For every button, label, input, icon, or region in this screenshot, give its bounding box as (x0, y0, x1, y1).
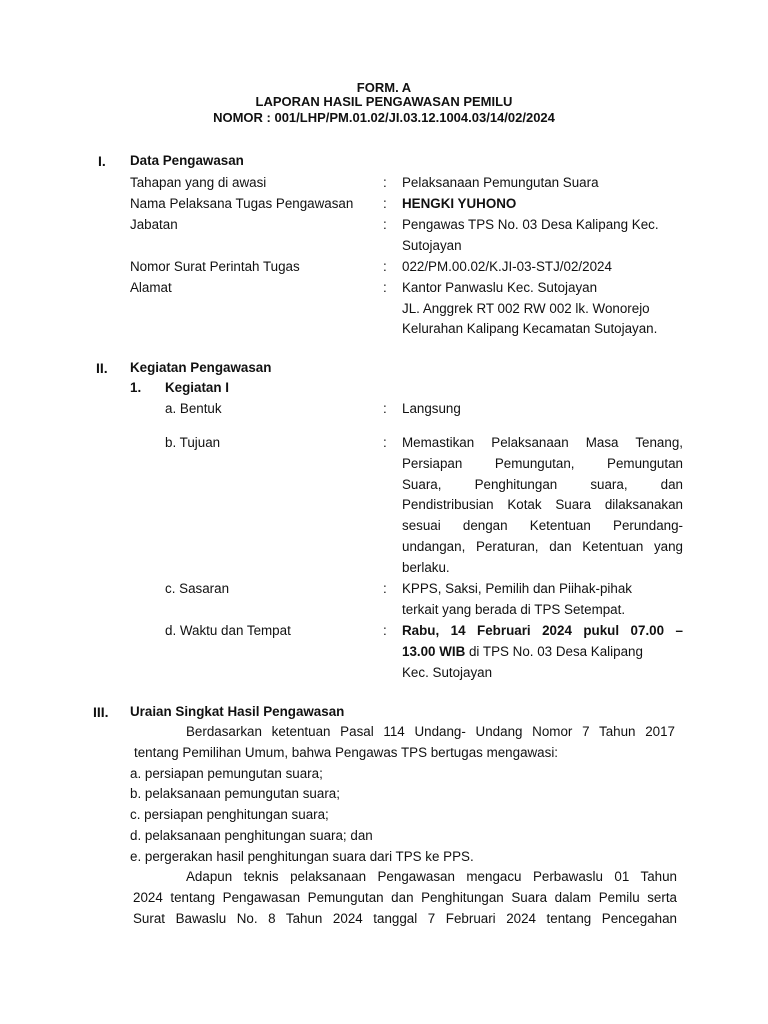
activity-number: 1. (130, 380, 142, 395)
paragraph-line: tentang Pemilihan Umum, bahwa Pengawas TPS bertugas mengawasi: (134, 745, 559, 760)
row-value-continued: Sutojayan (402, 238, 462, 253)
row-colon: : (383, 280, 387, 295)
paragraph-line: 2024 tentang Pengawasan Pemungutan dan Penghitungan Suara dalam Pemilu serta (133, 890, 677, 905)
row-value-continued: JL. Anggrek RT 002 RW 002 lk. Wonorejo (402, 301, 650, 316)
waktu-colon: : (383, 623, 387, 638)
row-label: Nama Pelaksana Tugas Pengawasan (130, 196, 354, 211)
section-1-numeral: I. (98, 153, 106, 169)
tujuan-line: Memastikan Pelaksanaan Masa Tenang, (402, 435, 683, 450)
row-colon: : (383, 259, 387, 274)
row-value: 022/PM.00.02/K.JI-03-STJ/02/2024 (402, 259, 612, 274)
section-2-heading: Kegiatan Pengawasan (130, 360, 272, 375)
row-label: Alamat (130, 280, 172, 295)
activity-title: Kegiatan I (165, 380, 229, 395)
bentuk-colon: : (383, 401, 387, 416)
bentuk-value: Langsung (402, 401, 461, 416)
tujuan-line: Suara, Penghitungan suara, dan (402, 477, 683, 492)
tujuan-label: b. Tujuan (165, 435, 221, 450)
list-item: a. persiapan pemungutan suara; (130, 766, 323, 781)
waktu-location: di TPS No. 03 Desa Kalipang (465, 644, 643, 659)
tujuan-line: undangan, Peraturan, dan Ketentuan yang (402, 539, 683, 554)
section-3-numeral: III. (93, 704, 109, 720)
section-3-heading: Uraian Singkat Hasil Pengawasan (130, 704, 345, 719)
row-value: Pelaksanaan Pemungutan Suara (402, 175, 599, 190)
sasaran-label: c. Sasaran (165, 581, 230, 596)
tujuan-colon: : (383, 435, 387, 450)
waktu-label: d. Waktu dan Tempat (165, 623, 291, 638)
list-item: d. pelaksanaan penghitungan suara; dan (130, 828, 373, 843)
row-value-continued: Kelurahan Kalipang Kecamatan Sutojayan. (402, 321, 658, 336)
waktu-line: Kec. Sutojayan (402, 665, 493, 680)
row-label: Nomor Surat Perintah Tugas (130, 259, 300, 274)
row-value: HENGKI YUHONO (402, 196, 517, 211)
document-title: LAPORAN HASIL PENGAWASAN PEMILU (255, 94, 513, 109)
row-colon: : (383, 175, 387, 190)
row-colon: : (383, 217, 387, 232)
sasaran-line: KPPS, Saksi, Pemilih dan Piihak-pihak (402, 581, 632, 596)
row-label: Tahapan yang di awasi (130, 175, 267, 190)
tujuan-line: Persiapan Pemungutan, Pemungutan (402, 456, 683, 471)
list-item: e. pergerakan hasil penghitungan suara dari TPS ke PPS. (130, 849, 474, 864)
tujuan-line: Pendistribusian Kotak Suara dilaksanakan (402, 497, 683, 512)
row-value: Kantor Panwaslu Kec. Sutojayan (402, 280, 598, 295)
row-colon: : (383, 196, 387, 211)
waktu-end-time: 13.00 WIB (402, 644, 466, 659)
row-label: Jabatan (130, 217, 178, 232)
waktu-line (402, 644, 683, 659)
tujuan-line: sesuai dengan Ketentuan Perundang- (402, 518, 683, 533)
paragraph-line: Adapun teknis pelaksanaan Pengawasan mengacu Perbawaslu 01 Tahun (186, 869, 677, 884)
section-2-numeral: II. (96, 360, 108, 376)
document-number: NOMOR : 001/LHP/PM.01.02/JI.03.12.1004.03/14/02/2024 (213, 110, 555, 125)
list-item: b. pelaksanaan pemungutan suara; (130, 786, 340, 801)
form-label: FORM. A (356, 80, 412, 95)
paragraph-line: Surat Bawaslu No. 8 Tahun 2024 tanggal 7 Februari 2024 tentang Pencegahan (133, 911, 677, 926)
section-1-heading: Data Pengawasan (130, 153, 244, 168)
tujuan-line: berlaku. (402, 560, 450, 575)
list-item: c. persiapan penghitungan suara; (130, 807, 329, 822)
paragraph-line: Berdasarkan ketentuan Pasal 114 Undang- Undang Nomor 7 Tahun 2017 (186, 724, 675, 739)
row-value: Pengawas TPS No. 03 Desa Kalipang Kec. (402, 217, 659, 232)
sasaran-colon: : (383, 581, 387, 596)
bentuk-label: a. Bentuk (165, 401, 222, 416)
waktu-line: Rabu, 14 Februari 2024 pukul 07.00 – (402, 623, 683, 638)
sasaran-line: terkait yang berada di TPS Setempat. (402, 602, 626, 617)
